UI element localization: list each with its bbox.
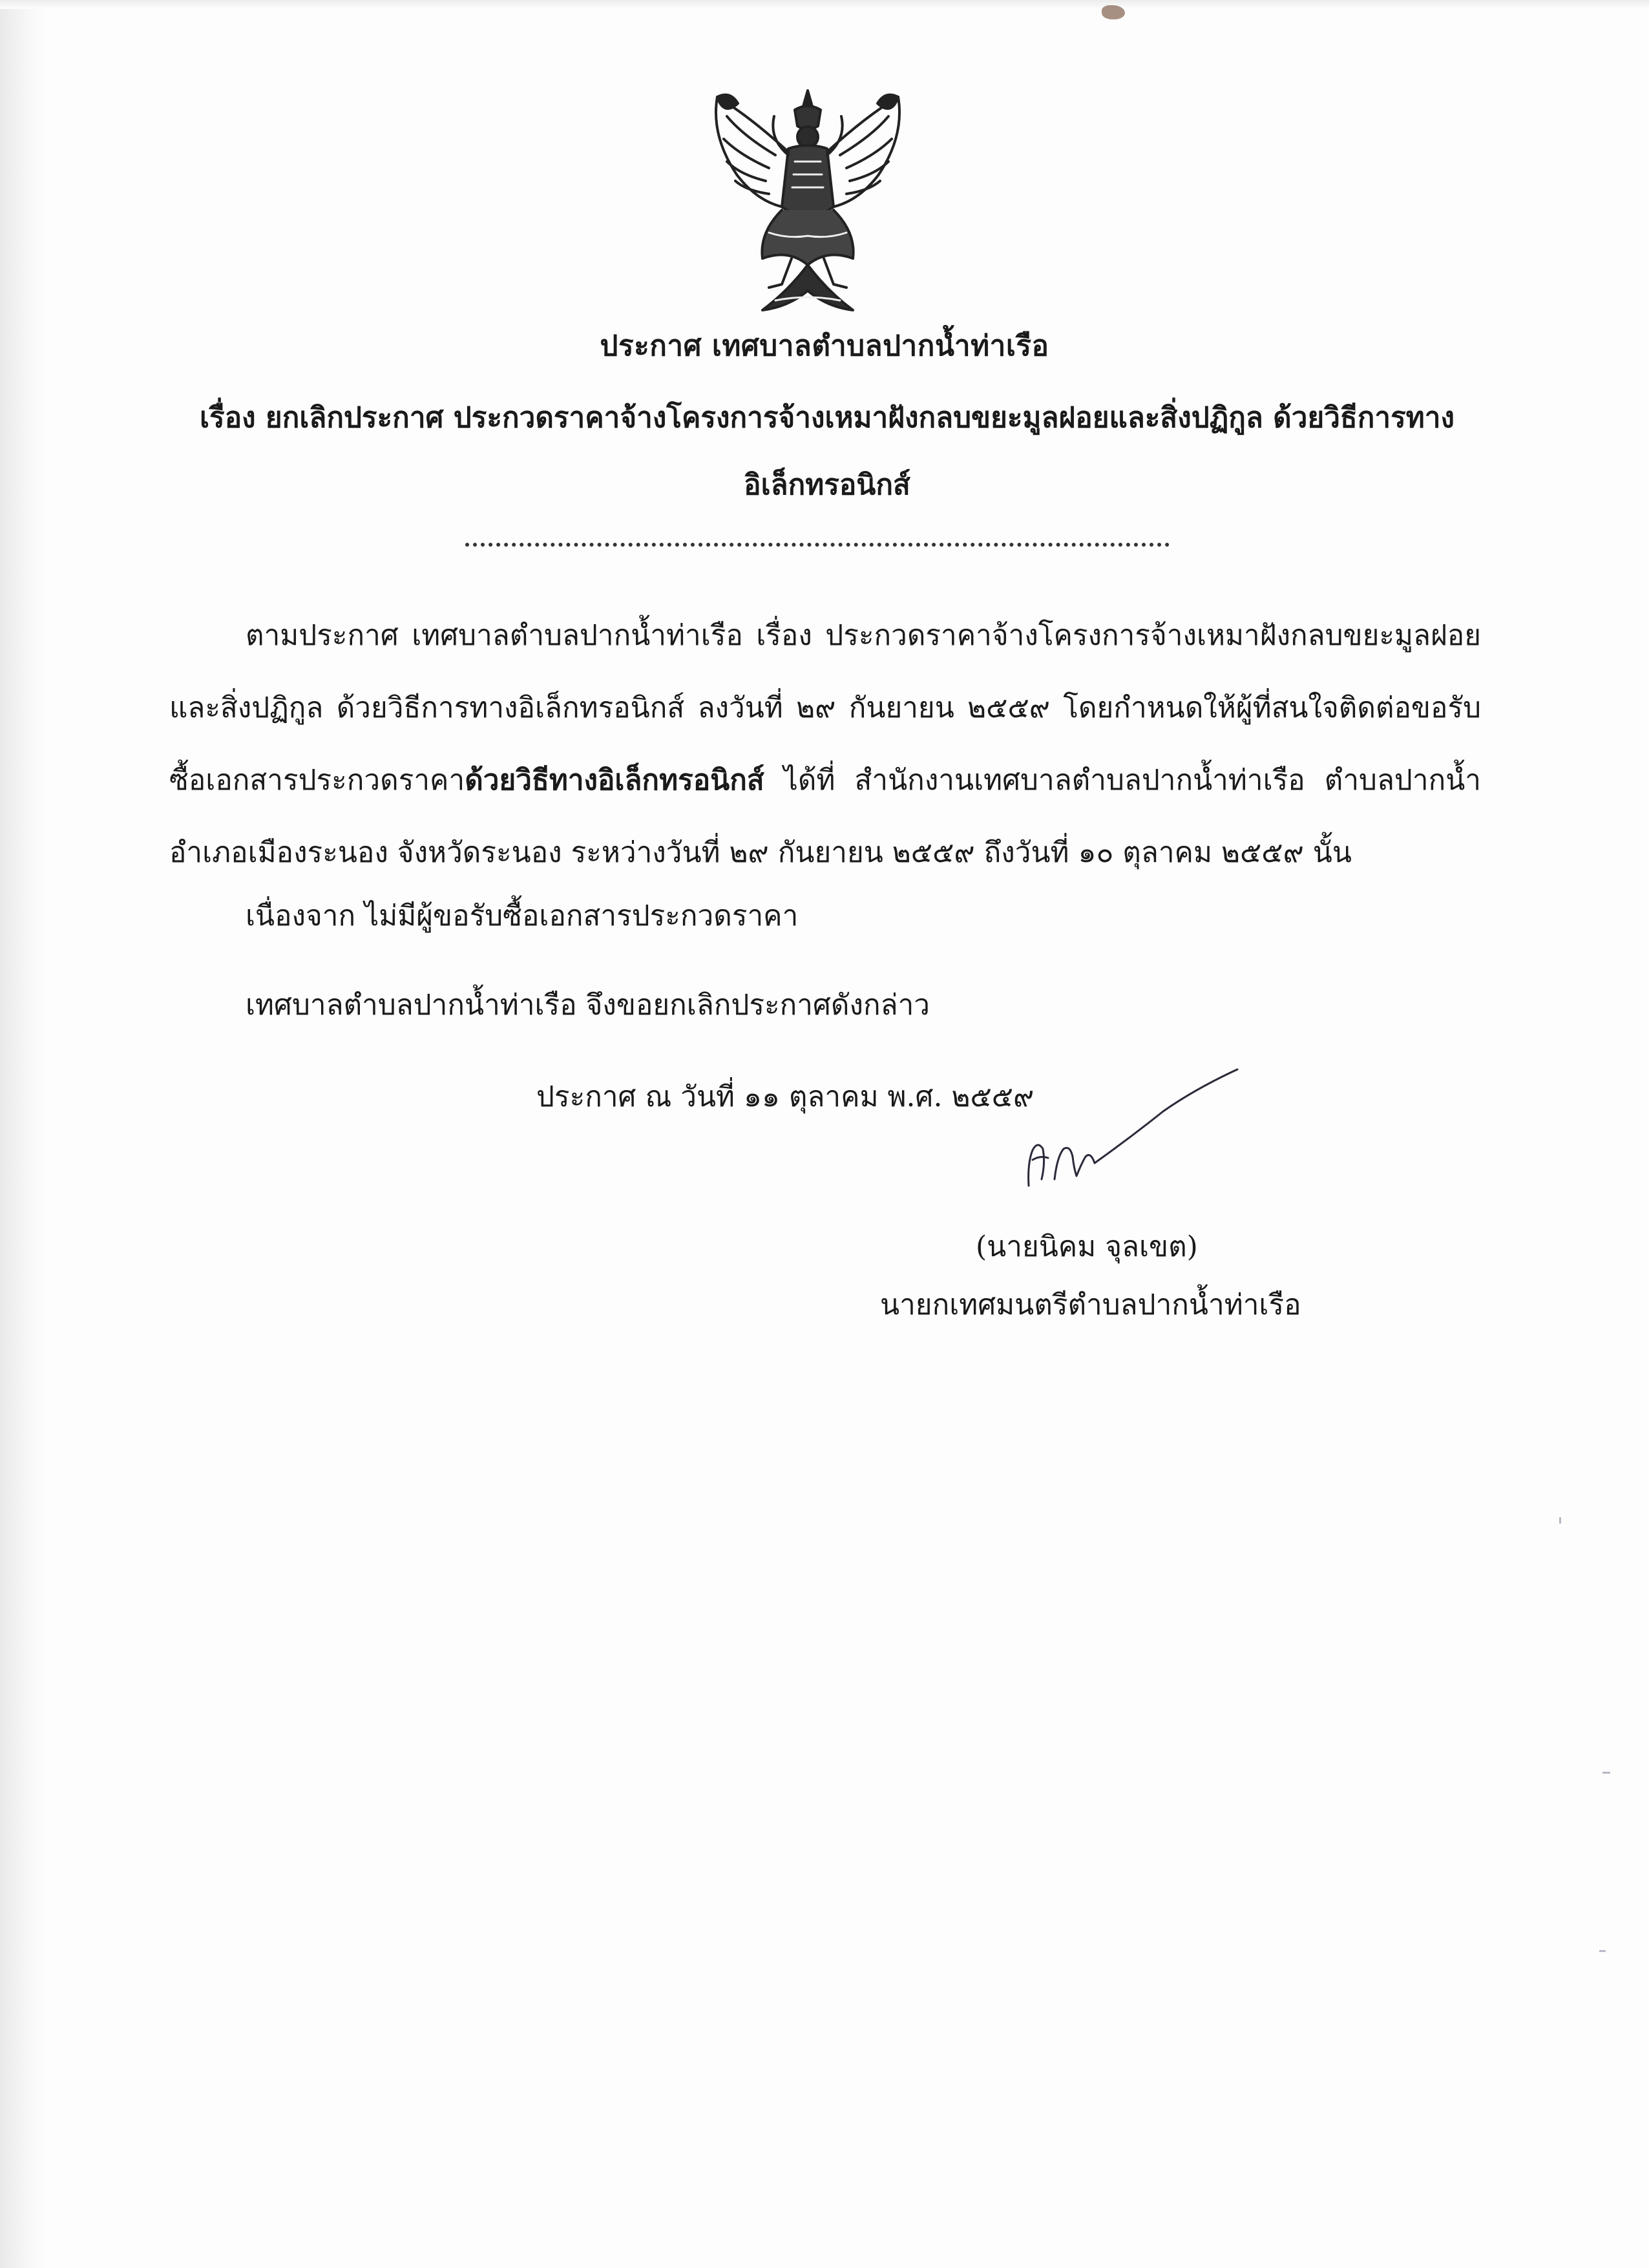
scan-mark	[1602, 1772, 1610, 1774]
signer-position: นายกเทศมนตรีตำบลปากน้ำท่าเรือ	[880, 1288, 1301, 1321]
handwritten-signature-icon	[1014, 1066, 1247, 1202]
scan-mark	[1559, 1517, 1561, 1524]
body-text-bold: ด้วยวิธีทางอิเล็กทรอนิกส์	[465, 764, 764, 797]
announcement-subject	[194, 384, 1460, 519]
scan-speck	[1102, 5, 1125, 19]
signer-name: (นายนิคม จุลเขต)	[976, 1230, 1198, 1263]
body-text-part-1: ตามประกาศ เทศบาลตำบลปากน้ำท่าเรือ เรื่อง ประกวดราคาจ้างโครงการจ้างเหมาฝังกลบขยะมูลฝอยและสิ่งปฏิกูล ด้วยวิธีการทางอิเล็กทรอนิกส์ ลงวันที่ ๒๙ กันยายน ๒๕๕๙ โดยกำหนดให้ผู้ที่สนใจติดต่อขอรับซื้อเอกสารประกวดราคา	[169, 619, 1481, 797]
garuda-emblem-icon	[698, 78, 918, 323]
scan-mark	[1599, 1950, 1606, 1952]
announcement-date: ประกาศ ณ วันที่ ๑๑ ตุลาคม พ.ศ. ๒๕๕๙	[536, 1080, 1035, 1113]
body-paragraph	[169, 600, 1481, 889]
cancel-statement: เทศบาลตำบลปากน้ำท่าเรือ จึงขอยกเลิกประกาศดังกล่าว	[246, 989, 930, 1022]
subject-line-2: อิเล็กทรอนิกส์	[744, 468, 910, 501]
reason-line: เนื่องจาก ไม่มีผู้ขอรับซื้อเอกสารประกวดราคา	[246, 899, 799, 932]
scan-top-shadow	[0, 0, 1649, 9]
announcement-title: ประกาศ เทศบาลตำบลปากน้ำท่าเรือ	[600, 330, 1049, 362]
subject-line-1: เรื่อง ยกเลิกประกาศ ประกวดราคาจ้างโครงการจ้างเหมาฝังกลบขยะมูลฝอยและสิ่งปฏิกูล ด้วยวิธีการทาง	[200, 401, 1455, 434]
body-text-part-2: ได้ที่ สำนักงานเทศบาลตำบลปากน้ำท่าเรือ ตำบลปากน้ำ อำเภอเมืองระนอง จังหวัดระนอง ระหว่างวันที่ ๒๙ กันยายน ๒๕๕๙ ถึงวันที่ ๑๐ ตุลาคม ๒๕๕๙ นั้น	[169, 764, 1481, 869]
dotted-divider	[465, 543, 1170, 547]
